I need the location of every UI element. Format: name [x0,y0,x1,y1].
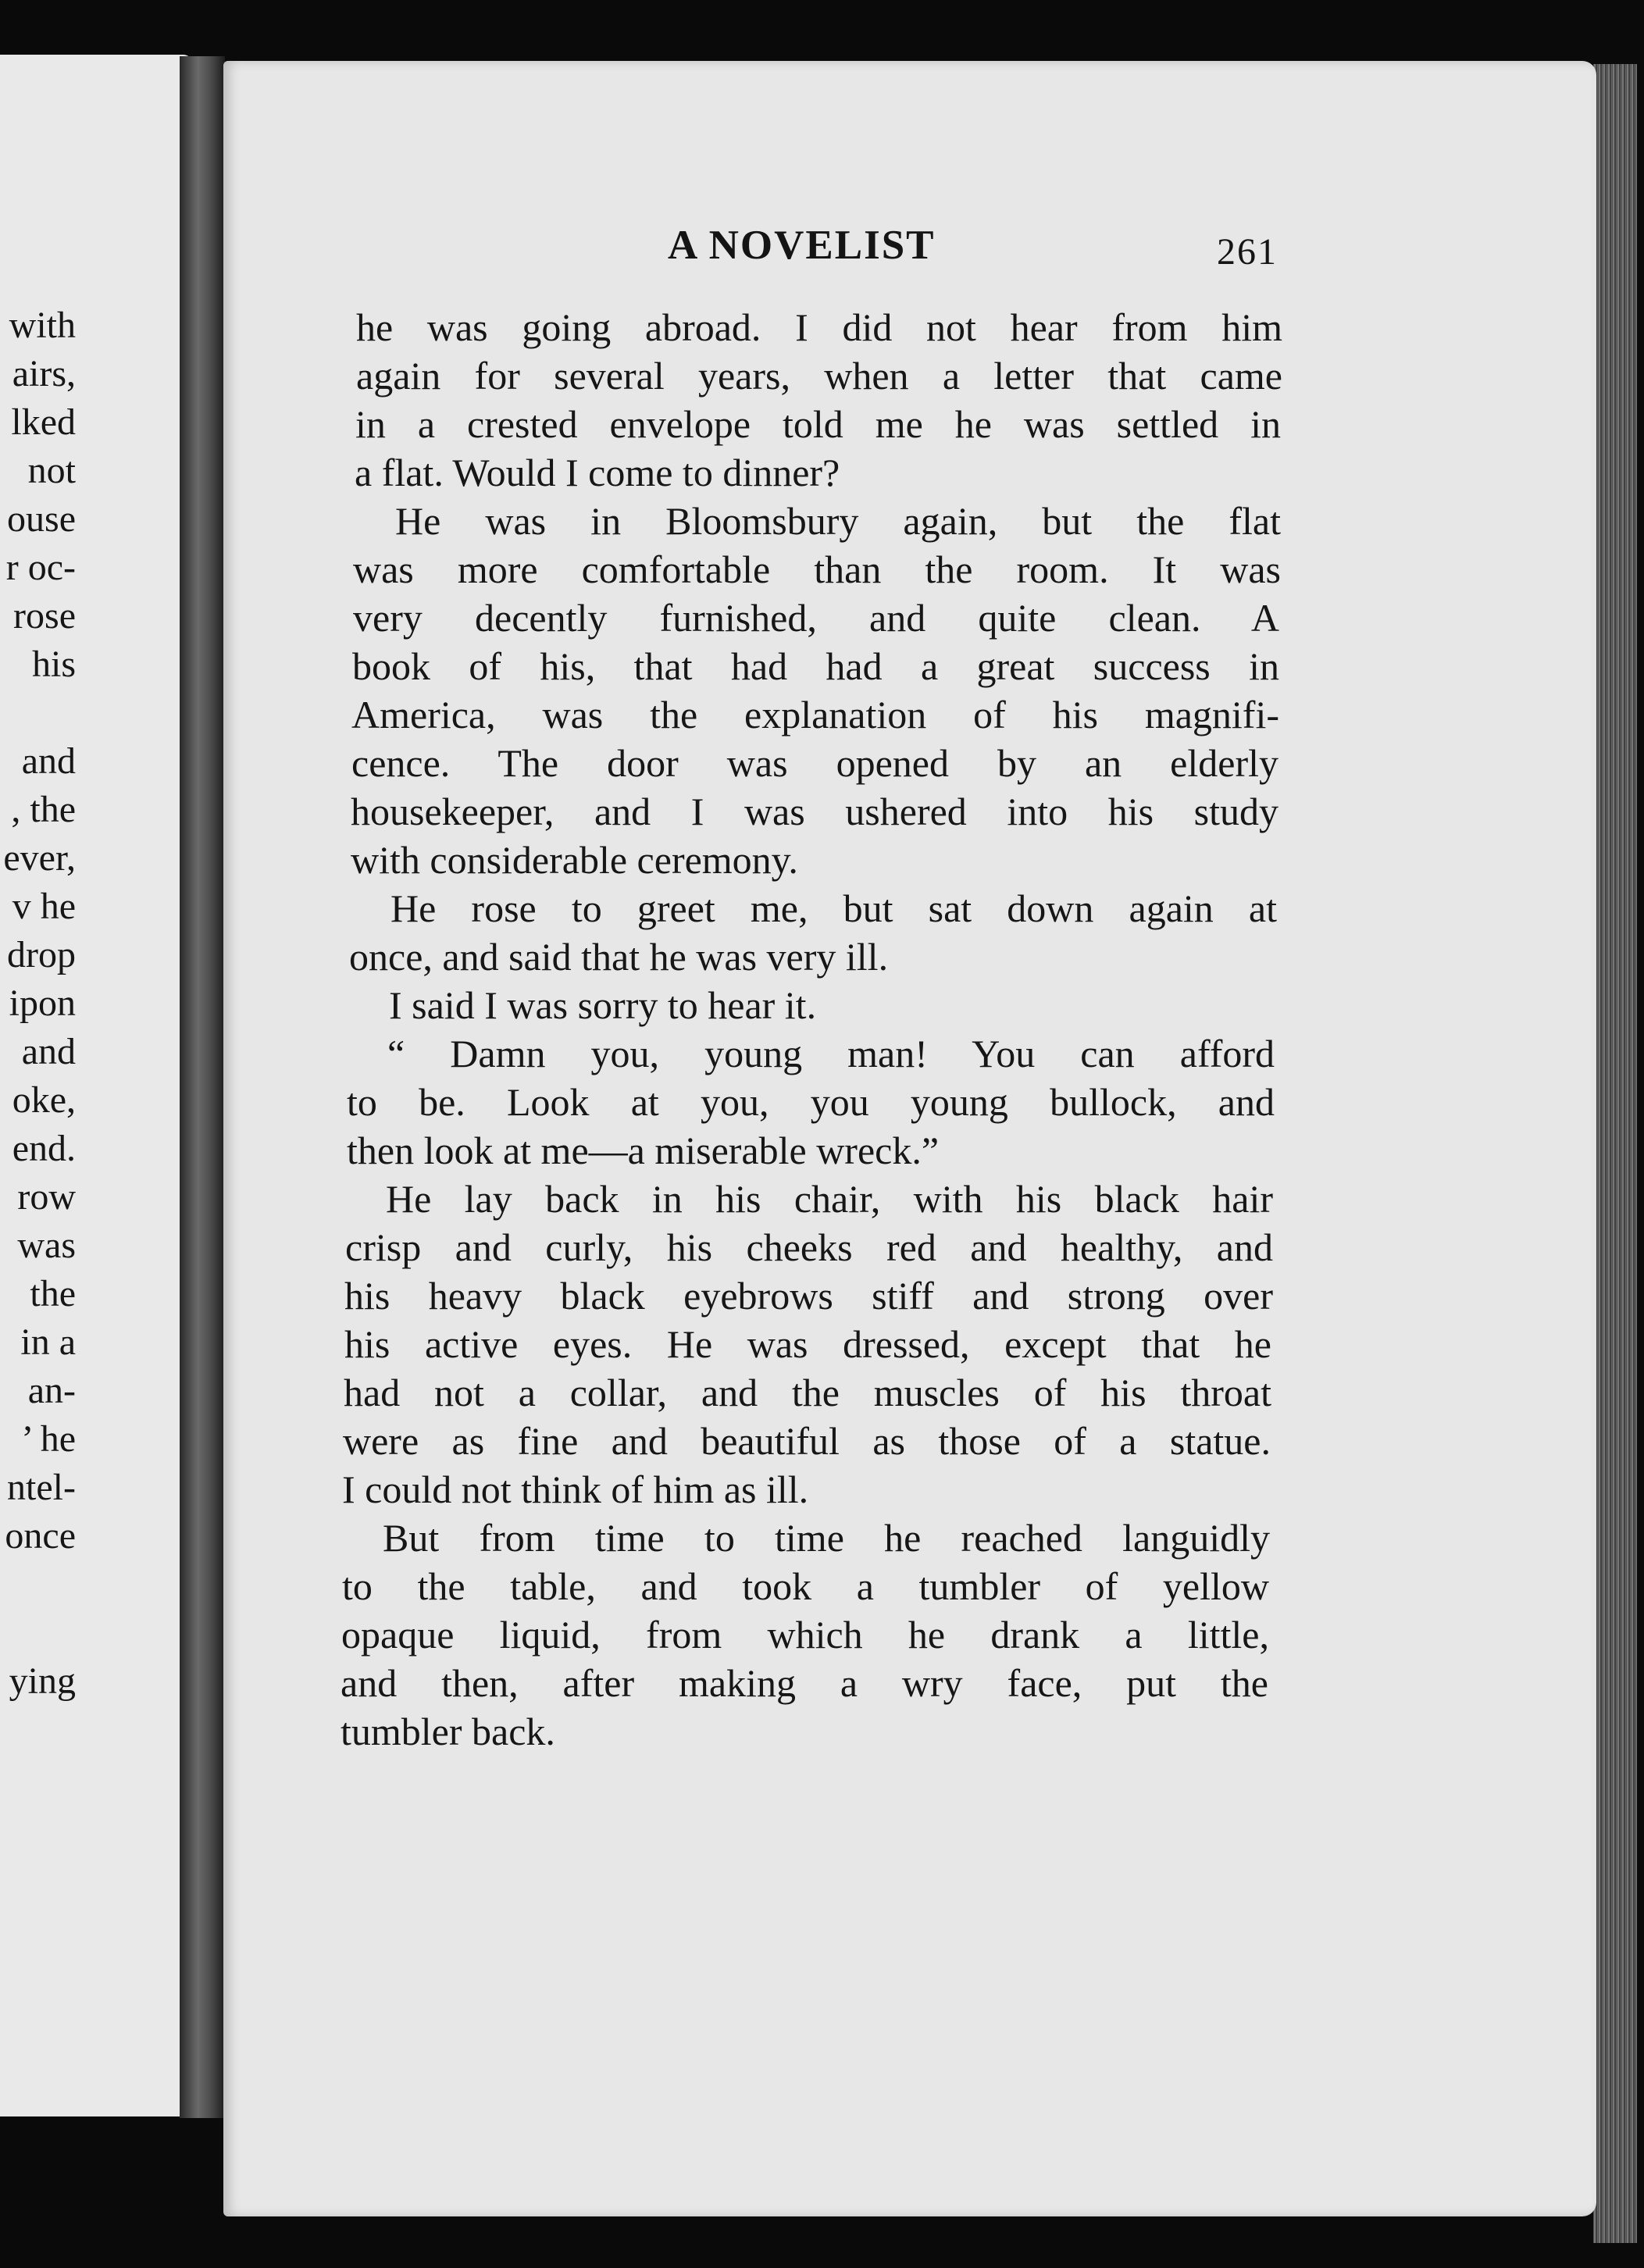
left-page-line: rose [13,595,76,637]
left-page-line: ipon [9,982,76,1024]
body-line: He rose to greet me, but sat down again at [390,886,1277,930]
body-line: and then, after making a wry face, put the [341,1661,1268,1705]
left-page-line [3,1609,76,1657]
body-line: to the table, and took a tumbler of yellow [342,1564,1269,1608]
left-page-line: was [17,1225,76,1266]
left-page-line: his [31,644,76,685]
body-line: He was in Bloomsbury again, but the flat [395,499,1281,543]
left-page-line: an- [27,1370,76,1411]
left-page-line: with [9,305,76,346]
left-page-line: drop [7,934,76,975]
body-line: I said I was sorry to hear it. [389,983,817,1027]
left-page-text [3,301,76,1706]
left-page-line: ever, [3,837,76,879]
left-page-line: v he [12,886,76,927]
left-page-line: ying [9,1660,76,1702]
body-line: once, and said that he was very ill. [349,935,889,979]
body-line: he was going abroad. I did not hear from him [356,305,1282,349]
book-binding [180,56,225,2118]
body-line: were as fine and beautiful as those of a statue. [343,1419,1271,1463]
body-line: had not a collar, and the muscles of his throat [344,1371,1271,1414]
body-line: He lay back in his chair, with his black hair [386,1177,1273,1221]
left-page-line: row [17,1176,76,1218]
page-edges [1593,64,1637,2243]
left-page-line: and [21,1031,76,1072]
body-line: book of his, that had had a great success in [352,644,1279,688]
body-line: But from time to time he reached languidly [383,1516,1270,1560]
body-line: “ Damn you, young man! You can afford [387,1032,1275,1075]
left-page-line: and [21,740,76,782]
left-page-line: lked [11,401,76,443]
left-page-line: ntel- [7,1467,76,1508]
body-line: in a crested envelope told me he was settled in [355,402,1281,446]
left-page-line [3,689,76,737]
left-page-line: the [30,1273,76,1314]
left-page-line: ’ he [21,1418,76,1460]
body-line: crisp and curly, his cheeks red and healthy, and [345,1225,1273,1269]
body-line: I could not think of him as ill. [342,1467,809,1511]
left-page-line: ouse [7,498,76,540]
left-page-line: once [5,1515,76,1557]
page-number: 261 [1217,231,1278,273]
body-line: his heavy black eyebrows stiff and strong over [344,1274,1273,1318]
body-line: with considerable ceremony. [351,838,798,882]
left-page-line: r oc- [5,547,76,588]
left-page-line: end. [12,1128,76,1169]
body-line: his active eyes. He was dressed, except that he [344,1322,1271,1366]
left-page-line [3,1560,76,1609]
body-line: was more comfortable than the room. It was [353,547,1281,591]
body-line: tumbler back. [341,1710,555,1753]
body-line: cence. The door was opened by an elderly [351,741,1278,785]
left-page-line: not [27,450,76,491]
body-line: opaque liquid, from which he drank a little, [341,1613,1269,1656]
left-page-line: , the [11,789,76,830]
body-line: to be. Look at you, you young bullock, and [347,1080,1275,1124]
left-page-line: oke, [12,1079,76,1121]
body-line: very decently furnished, and quite clean. A [353,596,1279,640]
left-page [0,55,191,2116]
body-line: a flat. Would I come to dinner? [355,451,840,494]
body-line: again for several years, when a letter that came [356,354,1282,398]
left-page-line: in a [20,1321,76,1363]
body-line: America, was the explanation of his magnifi- [351,693,1279,736]
running-title: A NOVELIST [668,223,936,268]
body-line: housekeeper, and I was ushered into his study [351,790,1278,833]
left-page-line: airs, [12,353,76,394]
body-line: then look at me—a miserable wreck.” [347,1129,940,1172]
